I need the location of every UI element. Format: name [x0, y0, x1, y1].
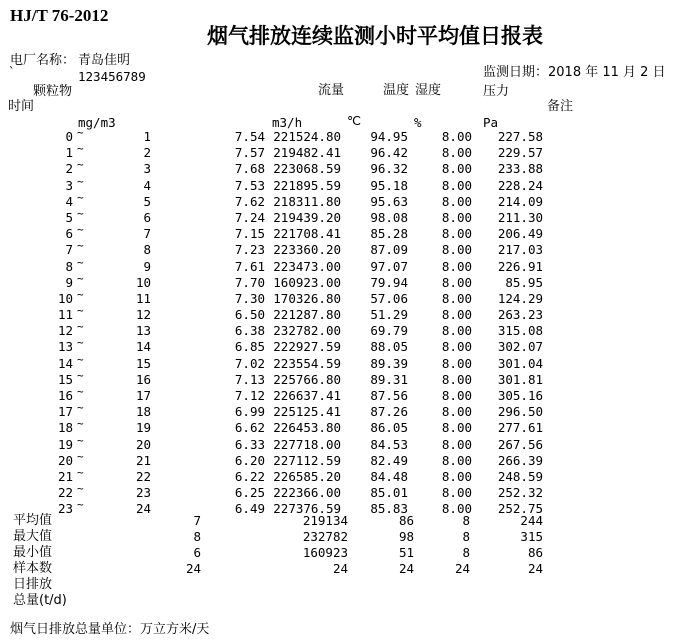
temp-cell: 97.07 — [370, 258, 408, 274]
hour-start-cell: 12 — [57, 323, 73, 339]
tilde-mark: ~ — [77, 174, 84, 188]
humidity-cell: 8.00 — [441, 274, 472, 290]
table-row — [0, 304, 676, 323]
humidity-cell: 8.00 — [441, 323, 472, 339]
table-row — [0, 142, 676, 161]
hour-start-cell: 16 — [57, 388, 73, 403]
summary-pressure-cell: 244 — [520, 513, 543, 528]
pm-cell: 7.57 — [234, 145, 265, 161]
hour-end-cell: 5 — [143, 193, 151, 209]
pressure-cell: 227.58 — [497, 129, 543, 144]
footer-note: 烟气日排放总量单位：万立方米/天 — [10, 622, 210, 637]
humidity-cell: 8.00 — [441, 145, 472, 161]
tilde-mark: ~ — [77, 320, 84, 334]
humidity-cell: 8.00 — [441, 193, 472, 209]
summary-pressure-cell: 315 — [520, 529, 543, 544]
table-row — [0, 158, 676, 177]
unit-pm: mg/m3 — [78, 115, 116, 130]
flow-cell: 223068.59 — [273, 161, 341, 177]
flow-cell: 232782.00 — [273, 323, 341, 339]
pm-cell: 7.68 — [234, 161, 265, 177]
hour-start-cell: 17 — [57, 404, 73, 420]
plant-name-label: 电厂名称： — [10, 53, 76, 68]
hour-end-cell: 14 — [135, 339, 151, 355]
flow-cell: 219439.20 — [273, 209, 341, 225]
tilde-mark: ~ — [77, 433, 84, 447]
pressure-cell: 263.23 — [497, 307, 543, 323]
pressure-cell: 233.88 — [497, 161, 543, 177]
pressure-cell: 124.29 — [497, 290, 543, 306]
flow-cell: 221708.41 — [273, 226, 341, 242]
temp-cell: 82.49 — [370, 452, 408, 468]
pm-cell: 7.70 — [234, 274, 265, 290]
summary-flow-cell: 160923 — [302, 545, 348, 560]
summary-temp-cell: 24 — [398, 561, 414, 576]
table-row — [0, 320, 676, 339]
unit-temp: ℃ — [347, 113, 362, 128]
hour-start-cell: 4 — [65, 193, 73, 209]
summary-row — [0, 545, 676, 561]
hour-start-cell: 18 — [57, 420, 73, 436]
hour-start-cell: 10 — [57, 290, 73, 306]
temp-cell: 85.01 — [370, 485, 408, 501]
flow-cell: 218311.80 — [273, 193, 341, 209]
humidity-cell: 8.00 — [441, 177, 472, 193]
pressure-cell: 226.91 — [497, 258, 543, 274]
temp-cell: 85.28 — [370, 226, 408, 242]
temp-cell: 69.79 — [370, 323, 408, 339]
tilde-mark: ~ — [77, 158, 84, 172]
temp-cell: 85.83 — [370, 501, 408, 517]
pressure-cell: 248.59 — [497, 468, 543, 484]
summary-row — [0, 529, 676, 545]
humidity-cell: 8.00 — [441, 129, 472, 144]
pm-cell: 7.61 — [234, 258, 265, 274]
flow-cell: 226453.80 — [273, 420, 341, 436]
temp-cell: 87.56 — [370, 388, 408, 403]
pm-cell: 6.99 — [234, 404, 265, 420]
tilde-mark: ~ — [77, 482, 84, 496]
tilde-mark: ~ — [77, 206, 84, 220]
tilde-mark: ~ — [77, 352, 84, 366]
hour-start-cell: 9 — [65, 274, 73, 290]
humidity-cell: 8.00 — [441, 404, 472, 420]
page-title: 烟气排放连续监测小时平均值日报表 — [207, 24, 543, 48]
hour-start-cell: 23 — [57, 501, 73, 517]
hour-end-cell: 20 — [135, 436, 151, 452]
hour-start-cell: 2 — [65, 161, 73, 177]
humidity-cell: 8.00 — [441, 420, 472, 436]
humidity-cell: 8.00 — [441, 226, 472, 242]
hour-end-cell: 9 — [143, 258, 151, 274]
hour-end-cell: 2 — [143, 145, 151, 161]
flow-cell: 170326.80 — [273, 290, 341, 306]
temp-cell: 88.05 — [370, 339, 408, 355]
hour-end-cell: 17 — [135, 388, 151, 403]
summary-pressure-cell: 24 — [527, 561, 543, 576]
temp-cell: 95.18 — [370, 177, 408, 193]
plant-code: 123456789 — [78, 69, 146, 84]
monitor-date-value: 2018 年 11 月 2 日 — [548, 65, 666, 80]
col-header-pressure: 压力 — [483, 84, 510, 99]
hour-start-cell: 8 — [65, 258, 73, 274]
temp-cell: 96.42 — [370, 145, 408, 161]
plant-name-value: 青岛佳明 — [78, 53, 131, 68]
hour-end-cell: 13 — [135, 323, 151, 339]
hour-end-cell: 4 — [143, 177, 151, 193]
pressure-cell: 302.07 — [497, 339, 543, 355]
hour-start-cell: 3 — [65, 177, 73, 193]
tilde-mark: ~ — [77, 304, 84, 318]
pm-cell: 6.50 — [234, 307, 265, 323]
humidity-cell: 8.00 — [441, 388, 472, 403]
table-row — [0, 271, 676, 291]
hour-start-cell: 5 — [65, 209, 73, 225]
hourly-table — [0, 126, 676, 518]
tilde-mark: ~ — [77, 126, 84, 139]
summary-row — [0, 593, 676, 609]
summary-label: 最大值 — [13, 529, 53, 544]
tilde-mark: ~ — [77, 271, 84, 285]
monitor-date-label: 监测日期： — [483, 65, 549, 80]
summary-pm-cell: 24 — [185, 561, 201, 576]
pm-cell: 6.49 — [234, 501, 265, 517]
pressure-cell: 296.50 — [497, 404, 543, 420]
temp-cell: 89.39 — [370, 355, 408, 371]
summary-label: 总量(t/d) — [13, 593, 67, 608]
humidity-cell: 8.00 — [441, 452, 472, 468]
temp-cell: 79.94 — [370, 274, 408, 290]
summary-humidity-cell: 8 — [462, 529, 470, 544]
tilde-mark: ~ — [77, 239, 84, 253]
tilde-mark: ~ — [77, 417, 84, 431]
pressure-cell: 229.57 — [497, 145, 543, 161]
pressure-cell: 252.75 — [497, 501, 543, 517]
table-row — [0, 223, 676, 242]
pressure-cell: 252.32 — [497, 485, 543, 501]
summary-row — [0, 513, 676, 529]
table-row — [0, 368, 676, 388]
hour-start-cell: 7 — [65, 242, 73, 258]
summary-flow-cell: 219134 — [302, 513, 348, 528]
pressure-cell: 305.16 — [497, 388, 543, 403]
hour-end-cell: 6 — [143, 209, 151, 225]
hour-start-cell: 21 — [57, 468, 73, 484]
temp-cell: 94.95 — [370, 129, 408, 144]
table-row — [0, 385, 676, 404]
hour-end-cell: 22 — [135, 468, 151, 484]
summary-temp-cell: 51 — [398, 545, 414, 560]
hour-end-cell: 11 — [135, 290, 151, 306]
hour-start-cell: 6 — [65, 226, 73, 242]
hour-end-cell: 1 — [143, 129, 151, 144]
summary-label: 最小值 — [13, 545, 53, 560]
monitor-date — [483, 65, 666, 80]
humidity-cell: 8.00 — [441, 242, 472, 258]
table-row — [0, 336, 676, 355]
flow-cell: 225766.80 — [273, 371, 341, 387]
pm-cell: 7.12 — [234, 388, 265, 403]
col-header-pm: 颗粒物 — [33, 84, 73, 99]
flow-cell: 225125.41 — [273, 404, 341, 420]
humidity-cell: 8.00 — [441, 468, 472, 484]
flow-cell: 223554.59 — [273, 355, 341, 371]
table-row — [0, 126, 676, 145]
summary-humidity-cell: 8 — [462, 545, 470, 560]
temp-cell: 51.29 — [370, 307, 408, 323]
unit-flow: m3/h — [272, 115, 303, 130]
pressure-cell: 211.30 — [497, 209, 543, 225]
hour-end-cell: 24 — [135, 501, 151, 517]
flow-cell: 221524.80 — [273, 129, 341, 144]
humidity-cell: 8.00 — [441, 339, 472, 355]
hour-end-cell: 21 — [135, 452, 151, 468]
plant-mark: ` — [8, 64, 16, 79]
tilde-mark: ~ — [77, 449, 84, 463]
pressure-cell: 267.56 — [497, 436, 543, 452]
table-row — [0, 417, 676, 436]
hour-start-cell: 14 — [57, 355, 73, 371]
tilde-mark: ~ — [77, 498, 84, 512]
unit-humidity: % — [414, 115, 422, 130]
pm-cell: 7.23 — [234, 242, 265, 258]
humidity-cell: 8.00 — [441, 501, 472, 517]
hour-end-cell: 23 — [135, 485, 151, 501]
pm-cell: 7.62 — [234, 193, 265, 209]
flow-cell: 221287.80 — [273, 307, 341, 323]
col-header-flow: 流量 — [318, 83, 345, 98]
humidity-cell: 8.00 — [441, 371, 472, 387]
col-header-humidity: 湿度 — [415, 83, 442, 98]
pressure-cell: 301.81 — [497, 371, 543, 387]
hour-start-cell: 20 — [57, 452, 73, 468]
flow-cell: 226637.41 — [273, 388, 341, 403]
tilde-mark: ~ — [77, 190, 84, 204]
humidity-cell: 8.00 — [441, 355, 472, 371]
pm-cell: 7.30 — [234, 290, 265, 306]
summary-pm-cell: 8 — [193, 529, 201, 544]
pm-cell: 7.54 — [234, 129, 265, 144]
summary-row — [0, 577, 676, 593]
flow-cell: 160923.00 — [273, 274, 341, 290]
temp-cell: 86.05 — [370, 420, 408, 436]
tilde-mark: ~ — [77, 385, 84, 398]
pressure-cell: 277.61 — [497, 420, 543, 436]
hour-start-cell: 15 — [57, 371, 73, 387]
temp-cell: 87.09 — [370, 242, 408, 258]
pm-cell: 6.38 — [234, 323, 265, 339]
flow-cell: 227112.59 — [273, 452, 341, 468]
pm-cell: 6.22 — [234, 468, 265, 484]
summary-pm-cell: 6 — [193, 545, 201, 560]
tilde-mark: ~ — [77, 142, 84, 156]
hour-start-cell: 0 — [65, 129, 73, 144]
table-row — [0, 287, 676, 307]
table-row — [0, 449, 676, 469]
unit-pressure: Pa — [483, 115, 499, 130]
flow-cell: 222927.59 — [273, 339, 341, 355]
table-row — [0, 239, 676, 258]
humidity-cell: 8.00 — [441, 436, 472, 452]
pm-cell: 6.25 — [234, 485, 265, 501]
hour-start-cell: 11 — [57, 307, 73, 323]
tilde-mark: ~ — [77, 465, 84, 479]
tilde-mark: ~ — [77, 255, 84, 269]
pm-cell: 7.53 — [234, 177, 265, 193]
hour-start-cell: 1 — [65, 145, 73, 161]
humidity-cell: 8.00 — [441, 307, 472, 323]
humidity-cell: 8.00 — [441, 258, 472, 274]
pressure-cell: 301.04 — [497, 355, 543, 371]
pressure-cell: 206.49 — [497, 226, 543, 242]
flow-cell: 221895.59 — [273, 177, 341, 193]
hour-end-cell: 10 — [135, 274, 151, 290]
col-header-time: 时间 — [8, 99, 35, 114]
hour-end-cell: 16 — [135, 371, 151, 387]
tilde-mark: ~ — [77, 401, 84, 415]
table-row — [0, 190, 676, 210]
table-row — [0, 433, 676, 453]
table-row — [0, 255, 676, 275]
temp-cell: 84.53 — [370, 436, 408, 452]
pm-cell: 6.85 — [234, 339, 265, 355]
pm-cell: 6.20 — [234, 452, 265, 468]
temp-cell: 98.08 — [370, 209, 408, 225]
flow-cell: 227718.00 — [273, 436, 341, 452]
summary-table — [0, 513, 676, 609]
flow-cell: 223360.20 — [273, 242, 341, 258]
humidity-cell: 8.00 — [441, 485, 472, 501]
pressure-cell: 214.09 — [497, 193, 543, 209]
col-header-temp: 温度 — [383, 83, 410, 98]
hour-start-cell: 13 — [57, 339, 73, 355]
pressure-cell: 266.39 — [497, 452, 543, 468]
temp-cell: 84.48 — [370, 468, 408, 484]
temp-cell: 87.26 — [370, 404, 408, 420]
temp-cell: 96.32 — [370, 161, 408, 177]
hour-end-cell: 8 — [143, 242, 151, 258]
hour-end-cell: 19 — [135, 420, 151, 436]
pressure-cell: 228.24 — [497, 177, 543, 193]
temp-cell: 95.63 — [370, 193, 408, 209]
hour-end-cell: 18 — [135, 404, 151, 420]
pm-cell: 7.24 — [234, 209, 265, 225]
tilde-mark: ~ — [77, 287, 84, 301]
table-row — [0, 206, 676, 226]
summary-temp-cell: 86 — [398, 513, 414, 528]
tilde-mark: ~ — [77, 336, 84, 350]
summary-flow-cell: 24 — [332, 561, 348, 576]
hour-end-cell: 12 — [135, 307, 151, 323]
standard-code: HJ/T 76-2012 — [10, 6, 109, 25]
summary-pressure-cell: 86 — [527, 545, 543, 560]
temp-cell: 57.06 — [370, 290, 408, 306]
hour-end-cell: 3 — [143, 161, 151, 177]
summary-row — [0, 561, 676, 577]
summary-humidity-cell: 24 — [454, 561, 470, 576]
table-row — [0, 352, 676, 372]
humidity-cell: 8.00 — [441, 290, 472, 306]
flow-cell: 226585.20 — [273, 468, 341, 484]
table-row — [0, 401, 676, 420]
pm-cell: 7.13 — [234, 371, 265, 387]
humidity-cell: 8.00 — [441, 161, 472, 177]
tilde-mark: ~ — [77, 223, 84, 237]
pm-cell: 7.02 — [234, 355, 265, 371]
table-row — [0, 465, 676, 485]
table-row — [0, 482, 676, 501]
hour-end-cell: 15 — [135, 355, 151, 371]
summary-label: 平均值 — [13, 513, 53, 528]
pressure-cell: 315.08 — [497, 323, 543, 339]
flow-cell: 223473.00 — [273, 258, 341, 274]
flow-cell: 227376.59 — [273, 501, 341, 517]
summary-label: 样本数 — [13, 561, 53, 576]
flow-cell: 222366.00 — [273, 485, 341, 501]
hour-start-cell: 22 — [57, 485, 73, 501]
temp-cell: 89.31 — [370, 371, 408, 387]
summary-temp-cell: 98 — [398, 529, 414, 544]
pm-cell: 6.62 — [234, 420, 265, 436]
summary-flow-cell: 232782 — [302, 529, 348, 544]
pressure-cell: 217.03 — [497, 242, 543, 258]
tilde-mark: ~ — [77, 368, 84, 382]
summary-pm-cell: 7 — [193, 513, 201, 528]
humidity-cell: 8.00 — [441, 209, 472, 225]
summary-label: 日排放 — [13, 577, 53, 592]
summary-humidity-cell: 8 — [462, 513, 470, 528]
pm-cell: 6.33 — [234, 436, 265, 452]
pm-cell: 7.15 — [234, 226, 265, 242]
hour-start-cell: 19 — [57, 436, 73, 452]
flow-cell: 219482.41 — [273, 145, 341, 161]
table-row — [0, 174, 676, 194]
pressure-cell: 85.95 — [505, 274, 543, 290]
col-header-remark: 备注 — [547, 99, 574, 114]
hour-end-cell: 7 — [143, 226, 151, 242]
